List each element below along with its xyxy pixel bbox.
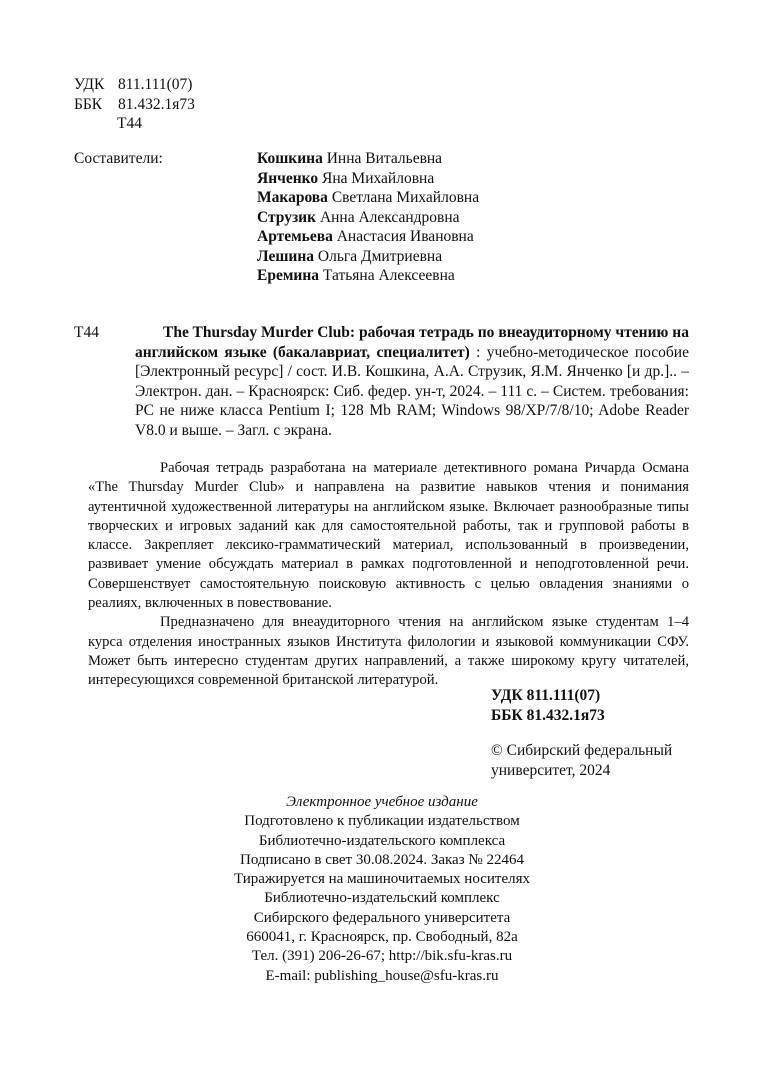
- compiler-item: [257, 247, 479, 267]
- compiler-item: [257, 266, 479, 286]
- copyright-line: © Сибирский федеральный: [491, 742, 673, 759]
- compiler-surname: Янченко: [257, 169, 319, 187]
- compiler-name: Анастасия Ивановна: [336, 228, 474, 245]
- copyright: [491, 741, 672, 780]
- compiler-surname: Струзик: [257, 208, 317, 226]
- footer-bbk: ББК 81.432.1я73: [491, 706, 605, 724]
- imprint-line: Библиотечно-издательский комплекс: [264, 890, 500, 907]
- compiler-name: Инна Витальевна: [326, 150, 443, 167]
- edition-type: Электронное учебное издание: [286, 794, 478, 810]
- imprint-line: Подготовлено к публикации издательством: [244, 813, 520, 830]
- udk-row: [74, 75, 195, 95]
- bib-code: Т44: [74, 324, 99, 341]
- imprint-line: Подписано в свет 30.08.2024. Заказ № 22464: [240, 851, 524, 868]
- imprint: [140, 793, 624, 986]
- imprint-line: Тел. (391) 206-26-67; http://bik.sfu-kras.ru: [251, 948, 513, 965]
- compiler-name: Ольга Дмитриевна: [317, 247, 443, 265]
- imprint-line: 660041, г. Красноярск, пр. Свободный, 82а: [246, 929, 518, 946]
- udk-value: 811.111(07): [118, 76, 193, 93]
- bbk-value: 81.432.1я73: [118, 95, 195, 113]
- book-title: The Thursday Murder Club: рабочая тетрадь по внеаудиторному чтению на английском языке (бакалавриат, специалитет): [135, 324, 689, 361]
- footer-codes: [491, 686, 605, 725]
- author-mark: Т44: [117, 115, 142, 132]
- annotation-paragraph: Рабочая тетрадь разработана на материале детективного романа Ричарда Османа «The Thursday Murder Club» и направлена на развитие навыков чтения и понимания аутентичной художественной литературы на английском языке. Включает разнообразные типы творческих и игровых заданий как для самостоятельной работы, так и групповой работы в классе. Закрепляет лексико-грамматический материал, использованный в произведении, развивает умение обсуждать материал в рамках подготовленной и неподготовленной речи. Совершенствует самостоятельную поисковую активность с целью овладения знаниями о реалиях, включенных в повествование.: [88, 460, 689, 612]
- udk-key: УДК: [74, 76, 105, 93]
- classification-block: [74, 75, 195, 134]
- compilers-label: Составители:: [74, 150, 163, 167]
- compiler-item: [257, 188, 479, 208]
- compiler-name: Светлана Михайловна: [331, 189, 480, 206]
- imprint-line: Тиражируется на машиночитаемых носителях: [233, 871, 530, 888]
- footer-udk: УДК 811.111(07): [491, 687, 601, 704]
- compiler-surname: Еремина: [257, 267, 320, 284]
- compiler-item: [257, 169, 479, 189]
- compiler-surname: Артемьева: [257, 228, 333, 245]
- compiler-name: Анна Александровна: [319, 208, 460, 226]
- compiler-item: [257, 227, 479, 247]
- imprint-line: Сибирского федерального университета: [253, 909, 511, 926]
- bbk-key: ББК: [74, 95, 103, 113]
- compiler-surname: Кошкина: [257, 150, 323, 167]
- bbk-row: [74, 95, 195, 115]
- compiler-item: [257, 208, 479, 228]
- annotation: [88, 459, 689, 691]
- compilers-list: [257, 149, 479, 286]
- bibliographic-record: [135, 323, 689, 440]
- imprint-line: Библиотечно-издательского комплекса: [258, 832, 506, 849]
- compiler-name: Яна Михайловна: [322, 169, 435, 187]
- compiler-item: [257, 149, 479, 169]
- copyright-line: университет, 2024: [491, 761, 611, 779]
- annotation-paragraph: Предназначено для внеаудиторного чтения на английском языке студентам 1–4 курса отделения иностранных языков Института филологии и языковой коммуникации СФУ. Может быть интересно студентам других направлений, а также широкому кругу читателей, интересующихся современной британской литературой.: [88, 614, 689, 689]
- compiler-name: Татьяна Алексеевна: [322, 267, 455, 284]
- compiler-surname: Макарова: [257, 189, 328, 206]
- bib-details: : учебно-методическое пособие [Электронный ресурс] / сост. И.В. Кошкина, А.А. Струзик, Я.М. Янченко [и др.].. – Электрон. дан. – Красноярск: Сиб. федер. ун-т, 2024. – 111 с. – Систем. требования: PC не ниже класса Pentium I; 128 Mb RAM; Windows 98/XP/7/8/10; Adobe Reader V8.0 и выше. – Загл. с экрана.: [135, 343, 689, 439]
- imprint-email: E-mail: publishing_house@sfu-kras.ru: [265, 967, 499, 984]
- compiler-surname: Лешина: [257, 247, 315, 265]
